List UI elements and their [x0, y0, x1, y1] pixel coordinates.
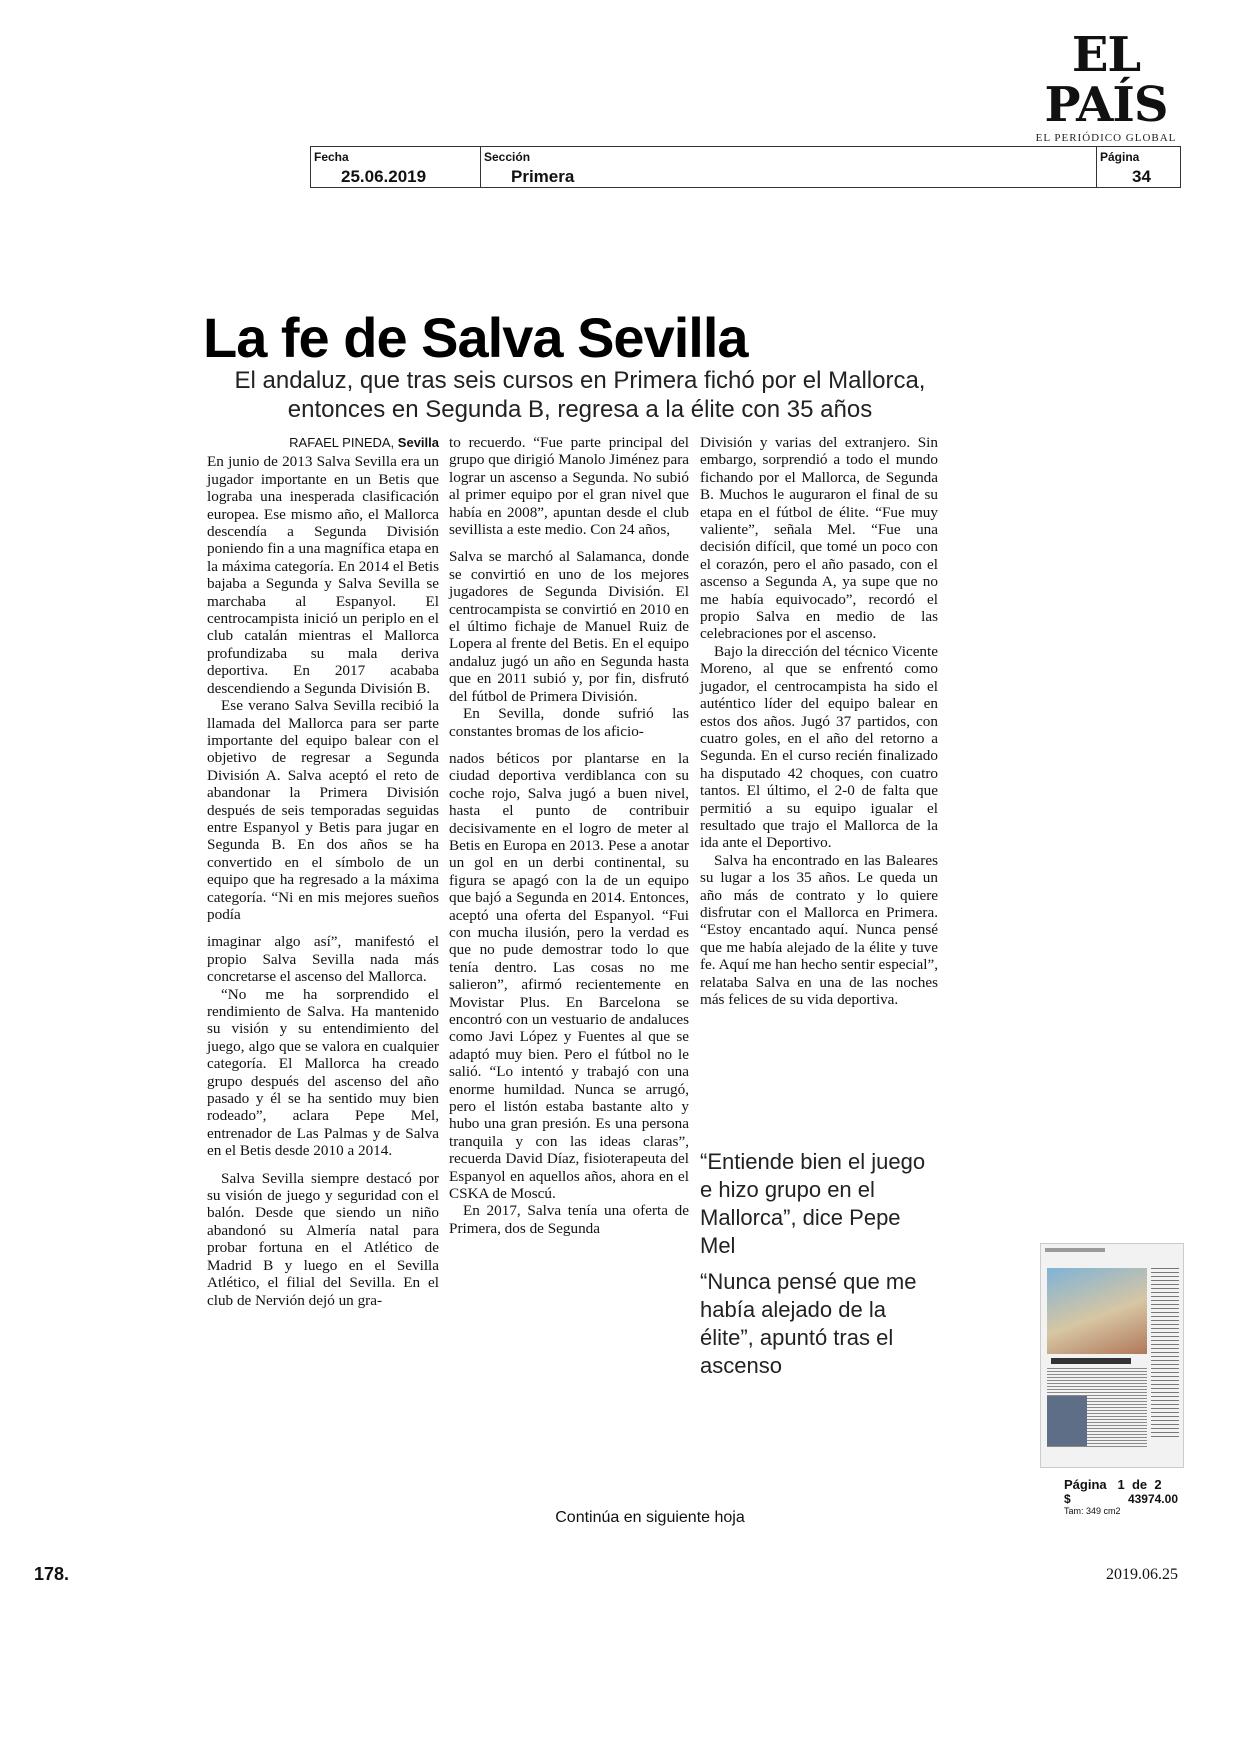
amount: 43974.00: [1127, 1492, 1178, 1506]
seccion-cell: [480, 147, 1096, 187]
pagina-cell: [1096, 147, 1180, 187]
byline-author: RAFAEL PINEDA,: [289, 435, 395, 450]
paragraph: En 2017, Salva tenía una oferta de Primera, dos de Segunda: [449, 1202, 689, 1237]
clipping-info-bar: [310, 146, 1181, 188]
pagina-current: 1: [1117, 1477, 1125, 1492]
article-column-1: [207, 434, 439, 1309]
pull-quote: “Entiende bien el juego e hizo grupo en el Mallorca”, dice Pepe Mel: [700, 1149, 926, 1258]
thumbnail-header: [1045, 1248, 1105, 1252]
article-headline: La fe de Salva Sevilla: [203, 306, 748, 369]
thumbnail-headline: [1051, 1358, 1131, 1364]
byline-city: Sevilla: [397, 435, 439, 450]
clipping-date: 2019.06.25: [1106, 1566, 1178, 1583]
seccion-label: Sección: [484, 150, 531, 164]
paragraph: Salva ha encontrado en las Baleares su lugar a los 35 años. Le queda un año más de contrato y lo quiere disfrutar con el Mallorca en Primera. “Estoy encantado aquí. Nunca pensé que me había alejado de la élite y tuve fe. Aquí me han hecho sentir especial”, relataba Salva en una de las noches más felices de su vida deportiva.: [700, 851, 938, 1008]
pull-quote: “Nunca pensé que me había alejado de la élite”, apuntó tras el ascenso: [700, 1269, 917, 1378]
thumbnail-photo: [1047, 1268, 1147, 1354]
page-thumbnail: [1040, 1243, 1184, 1468]
thumbnail-side-column: [1151, 1268, 1179, 1438]
fecha-cell: [311, 147, 480, 187]
el-pais-logo: [1010, 27, 1202, 144]
tam-size: Tam: 349 cm2: [1064, 1506, 1121, 1516]
article-column-3: [700, 434, 938, 1008]
article-column-2: [449, 434, 689, 1237]
pagina-label: Página: [1100, 150, 1140, 164]
seccion-value: Primera: [511, 167, 575, 186]
paragraph: En Sevilla, donde sufrió las constantes bromas de los aficio-: [449, 705, 689, 740]
de-label: de: [1131, 1477, 1148, 1492]
fecha-value: 25.06.2019: [341, 167, 427, 186]
byline: [207, 434, 439, 451]
thumbnail-secondary-photo: [1047, 1396, 1087, 1446]
page-info: [1050, 1477, 1190, 1516]
paragraph: Bajo la dirección del técnico Vicente Moreno, al que se enfrentó como jugador, el centrocampista ha sido el auténtico líder del equipo balear en estos dos años. Jugó 37 partidos, con cuatro goles, en el año del retorno a Segunda. En el curso recién finalizado ha disputado 42 choques, con cuatro tantos. El último, el 2-0 de falta que permitió a su equipo igualar el resultado que trajo el Mallorca de la ida ante el Deportivo.: [700, 642, 938, 852]
paragraph: to recuerdo. “Fue parte principal del grupo que dirigió Manolo Jiménez para lograr un ascenso a Segunda. No subió al primer equipo por el gran nivel que había en 2008”, apuntan desde el club sevillista a este medio. Con 24 años,: [449, 434, 689, 539]
paragraph: Salva Sevilla siempre destacó por su visión de juego y seguridad con el balón. Desde que siendo un niño abandonó su Almería natal para probar fortuna en el Atlético de Madrid B y luego en el Sevilla Atlético, el filial del Sevilla. En el club de Nervión dejó un gra-: [207, 1169, 439, 1309]
paragraph: Ese verano Salva Sevilla recibió la llamada del Mallorca para ser parte importante del equipo balear con el objetivo de regresar a Segunda División A. Salva aceptó el reto de abandonar la Primera División después de seis temporadas seguidas entre Espanyol y Betis para jugar en Segunda B. En dos años se ha convertido en el símbolo de un equipo que ha regresado a la máxima categoría. “Ni en mis mejores sueños podía: [207, 697, 439, 923]
pagina-total: 2: [1154, 1477, 1162, 1492]
fecha-label: Fecha: [314, 150, 349, 164]
currency-symbol: $: [1064, 1492, 1071, 1506]
logo-name: EL PAÍS: [1044, 27, 1168, 133]
page-number: 178.: [34, 1564, 70, 1584]
pagina-label-bottom: Página: [1064, 1477, 1107, 1492]
page-value: [1050, 1492, 1190, 1506]
paragraph: imaginar algo así”, manifestó el propio Salva Sevilla nada más concretarse el ascenso del Mallorca.: [207, 933, 439, 986]
page-count: [1050, 1477, 1190, 1492]
paragraph: “No me ha sorprendido el rendimiento de Salva. Ha mantenido su visión y su entendimiento del juego, algo que se valora en cualquier categoría. El Mallorca ha creado grupo después del ascenso del año pasado y él se ha sentido muy bien rodeado”, aclara Pepe Mel, entrenador de Las Palmas y de Salva en el Betis desde 2010 a 2014.: [207, 985, 439, 1160]
pagina-value: 34: [1132, 167, 1151, 186]
paragraph: Salva se marchó al Salamanca, donde se convirtió en uno de los mejores jugadores de Segunda División. El centrocampista se convirtió en 2010 en el último fichaje de Manuel Ruiz de Lopera al frente del Betis. En el equipo andaluz jugó un año en Segunda hasta que en 2011 subió y, por fin, disfrutó del fútbol de Primera División.: [449, 548, 689, 705]
article-subtitle: El andaluz, que tras seis cursos en Primera fichó por el Mallorca, entonces en Segunda B, regresa a la élite con 35 años: [234, 367, 926, 423]
logo-tagline: EL PERIÓDICO GLOBAL: [1035, 132, 1177, 144]
paragraph: En junio de 2013 Salva Sevilla era un jugador importante en un Betis que lograba una inesperada clasificación europea. Ese mismo año, el Mallorca descendía a Segunda División poniendo fin a una magnífica etapa en la máxima categoría. En 2014 el Betis bajaba a Segunda y Salva Sevilla se marchaba al Espanyol. El centrocampista inició un periplo en el club catalán mientras el Mallorca profundizaba su mala deriva deportiva. En 2017 acababa descendiendo a Segunda División B.: [207, 453, 439, 697]
continued-note: Continúa en siguiente hoja: [555, 1509, 745, 1526]
paragraph: División y varias del extranjero. Sin embargo, sorprendió a todo el mundo fichando por el Mallorca, de Segunda B. Muchos le auguraron el final de su etapa en el fútbol de élite. “Fue muy valiente”, señala Mel. “Fue una decisión difícil, que tomé un poco con el corazón, pero el año pasado, con el ascenso a Segunda A, ya supe que no me había equivocado”, recordó el propio Salva en medio de las celebraciones por el ascenso.: [700, 434, 938, 643]
paragraph: nados béticos por plantarse en la ciudad deportiva verdiblanca con su coche rojo, Salva jugó a buen nivel, hasta el punto de contribuir decisivamente en el logro de meter al Betis en Europa en 2013. Pese a anotar un gol en un derbi continental, su figura se apagó con la de un equipo que bajó a Segunda en 2014. Entonces, aceptó una oferta del Espanyol. “Fui con mucha ilusión, pero la verdad es que no pude demostrar todo lo que tenía dentro. Las cosas no me salieron”, afirmó recientemente en Movistar Plus. En Barcelona se encontró con un vestuario de andaluces como Javi López y Fuentes al que se adaptó muy bien. Pero el fútbol no le salió. “Lo intentó y trabajó con una enorme humildad. Nunca se arrugó, pero el listón estaba bastante alto y hubo una gran presión. Es una persona tranquila y con las ideas claras”, recuerda David Díaz, fisioterapeuta del Espanyol en aquellos años, ahora en el CSKA de Moscú.: [449, 749, 689, 1203]
